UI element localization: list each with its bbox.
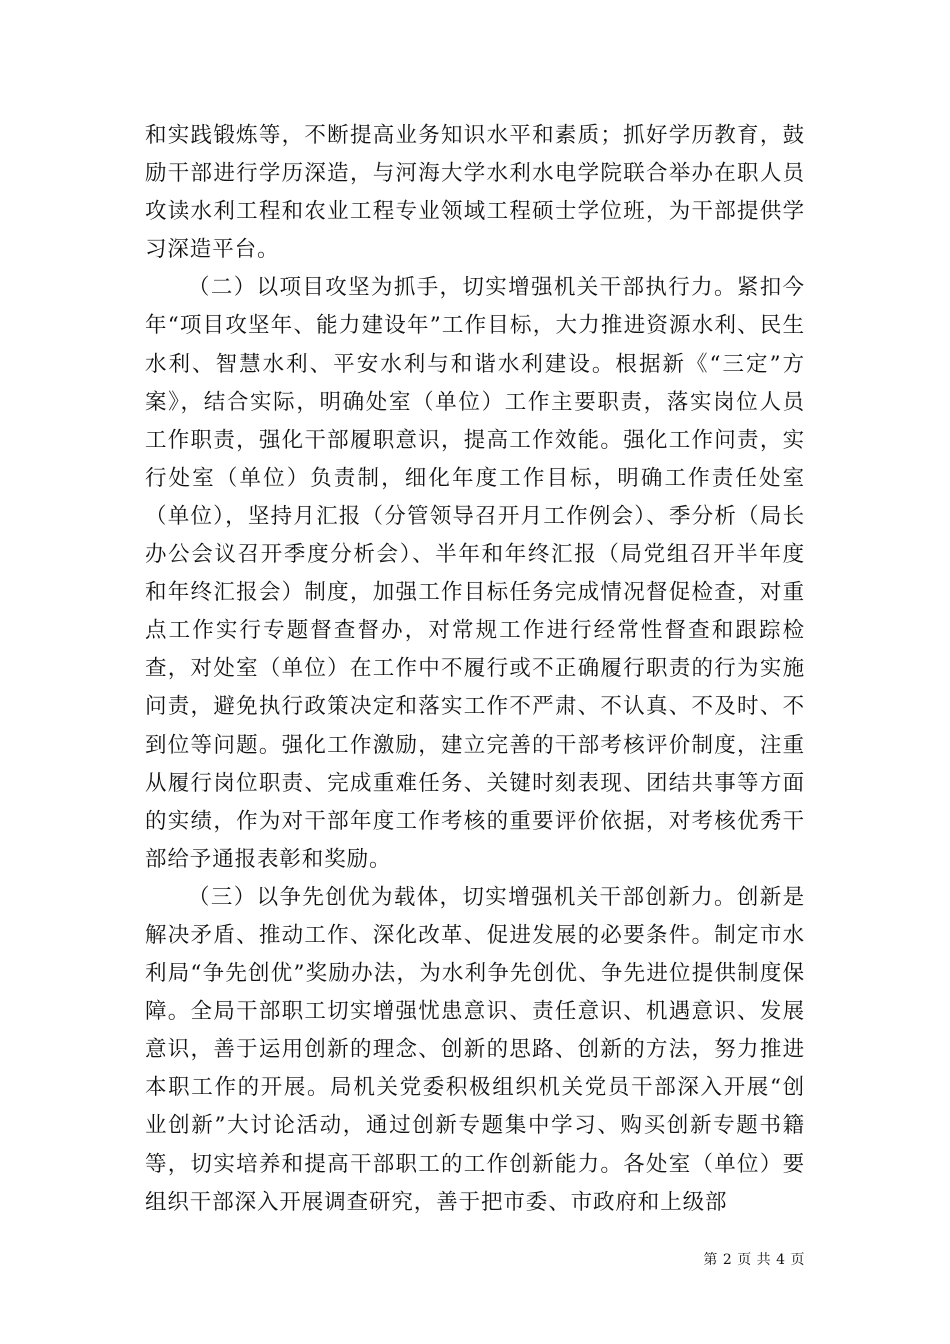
paragraph-1: 和实践锻炼等，不断提高业务知识水平和素质；抓好学历教育，鼓励干部进行学历深造，与河海大学水利水电学院联合举办在职人员攻读水利工程和农业工程专业领域工程硕士学位班，为干部提供学习深造平台。 [145,123,805,263]
paragraph-2: （二）以项目攻坚为抓手，切实增强机关干部执行力。紧扣今年“项目攻坚年、能力建设年”工作目标，大力推进资源水利、民生水利、智慧水利、平安水利与和谐水利建设。根据新《“三定”方案》，结合实际，明确处室（单位）工作主要职责，落实岗位人员工作职责，强化干部履职意识，提高工作效能。强化工作问责，实行处室（单位）负责制，细化年度工作目标，明确工作责任处室（单位），坚持月汇报（分管领导召开月工作例会）、季分析（局长办公会议召开季度分析会）、半年和年终汇报（局党组召开半年度和年终汇报会）制度，加强工作目标任务完成情况督促检查，对重点工作实行专题督查督办，对常规工作进行经常性督查和跟踪检查，对处室（单位）在工作中不履行或不正确履行职责的行为实施问责，避免执行政策决定和落实工作不严肃、不认真、不及时、不到位等问题。强化工作激励，建立完善的干部考核评价制度，注重从履行岗位职责、完成重难任务、关键时刻表现、团结共事等方面的实绩，作为对干部年度工作考核的重要评价依据，对考核优秀干部给予通报表彰和奖励。 [145,275,805,872]
paragraph-3: （三）以争先创优为载体，切实增强机关干部创新力。创新是解决矛盾、推动工作、深化改革、促进发展的必要条件。制定市水利局“争先创优”奖励办法，为水利争先创优、争先进位提供制度保障。全局干部职工切实增强忧患意识、责任意识、机遇意识、发展意识，善于运用创新的理念、创新的思路、创新的方法，努力推进本职工作的开展。局机关党委积极组织机关党员干部深入开展“创业创新”大讨论活动，通过创新专题集中学习、购买创新专题书籍等，切实培养和提高干部职工的工作创新能力。各处室（单位）要组织干部深入开展调查研究，善于把市委、市政府和上级部 [145,884,805,1215]
document-body [145,117,805,1222]
page-number: 第 2 页 共 4 页 [703,1252,805,1268]
